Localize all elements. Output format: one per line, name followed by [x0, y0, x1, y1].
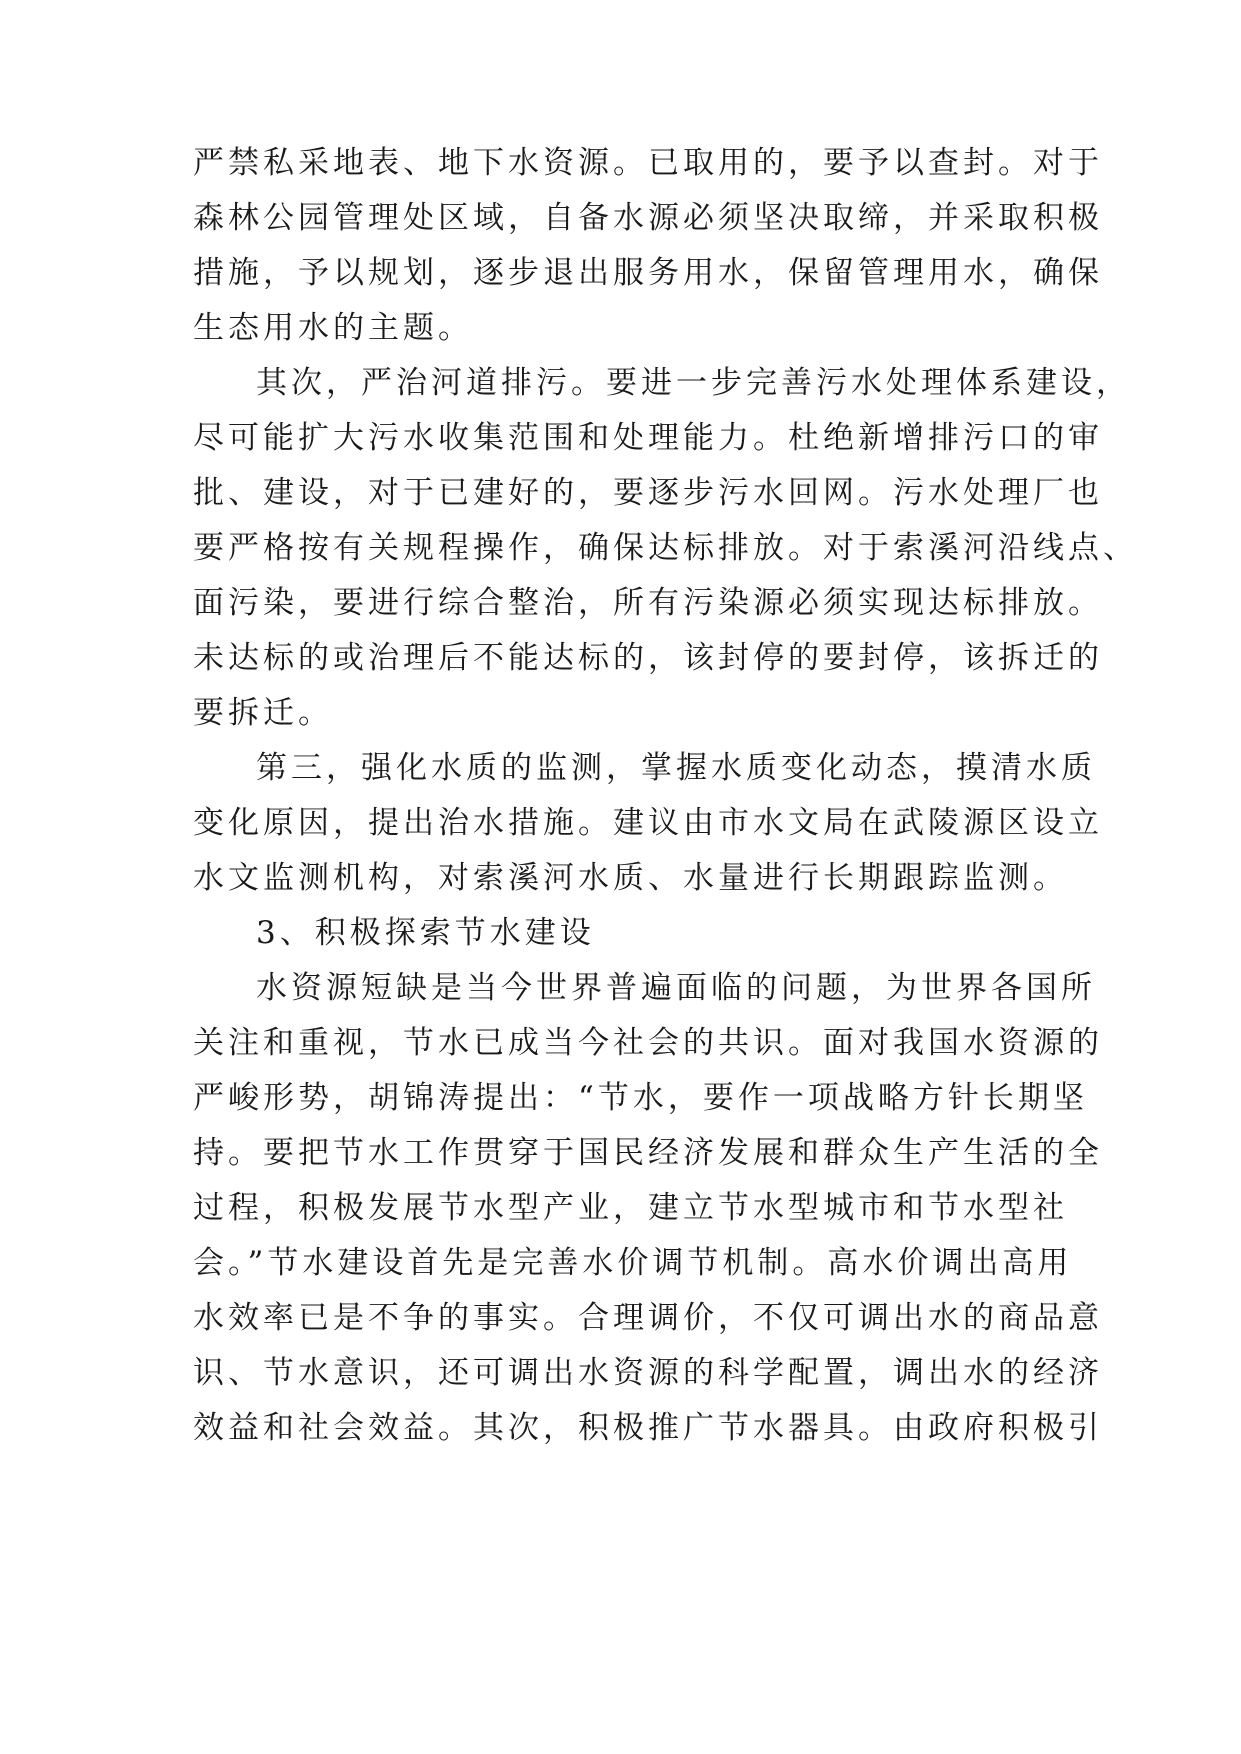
- text-line-10: 未达标的或治理后不能达标的，该封停的要封停，该拆迁的: [193, 640, 1103, 676]
- text-line-14: 水文监测机构，对索溪河水质、水量进行长期跟踪监测。: [193, 860, 1068, 896]
- text-line-9: 面污染，要进行综合整治，所有污染源必须实现达标排放。: [193, 585, 1103, 621]
- text-line-20: 过程，积极发展节水型产业，建立节水型城市和节水型社: [193, 1190, 1068, 1226]
- text-line-7: 批、建设，对于已建好的，要逐步污水回网。污水处理厂也: [193, 475, 1103, 511]
- text-line-5: 其次，严治河道排污。要进一步完善污水处理体系建设，: [256, 365, 1131, 401]
- text-line-2: 森林公园管理处区域，自备水源必须坚决取缔，并采取积极: [193, 200, 1103, 236]
- text-line-1: 严禁私采地表、地下水资源。已取用的，要予以查封。对于: [193, 145, 1103, 181]
- text-line-19: 持。要把节水工作贯穿于国民经济发展和群众生产生活的全: [193, 1135, 1103, 1171]
- text-line-24: 效益和社会效益。其次，积极推广节水器具。由政府积极引: [193, 1410, 1103, 1446]
- text-line-23: 识、节水意识，还可调出水资源的科学配置，调出水的经济: [193, 1355, 1103, 1391]
- text-line-4: 生态用水的主题。: [193, 310, 473, 346]
- text-line-22: 水效率已是不争的事实。合理调价，不仅可调出水的商品意: [193, 1300, 1103, 1336]
- text-line-8: 要严格按有关规程操作，确保达标排放。对于索溪河沿线点、: [193, 530, 1138, 566]
- text-line-11: 要拆迁。: [193, 695, 333, 731]
- section-heading: 3、积极探索节水建设: [256, 915, 595, 951]
- text-line-6: 尽可能扩大污水收集范围和处理能力。杜绝新增排污口的审: [193, 420, 1103, 456]
- text-line-3: 措施，予以规划，逐步退出服务用水，保留管理用水，确保: [193, 255, 1103, 291]
- text-line-13: 变化原因，提出治水措施。建议由市水文局在武陵源区设立: [193, 805, 1103, 841]
- text-line-16: 水资源短缺是当今世界普遍面临的问题，为世界各国所: [256, 970, 1096, 1006]
- text-line-17: 关注和重视，节水已成当今社会的共识。面对我国水资源的: [193, 1025, 1103, 1061]
- text-line-21: 会。”节水建设首先是完善水价调节机制。高水价调出高用: [193, 1245, 1073, 1281]
- text-line-18: 严峻形势，胡锦涛提出：“节水，要作一项战略方针长期坚: [193, 1080, 1088, 1116]
- text-line-12: 第三，强化水质的监测，掌握水质变化动态，摸清水质: [256, 750, 1096, 786]
